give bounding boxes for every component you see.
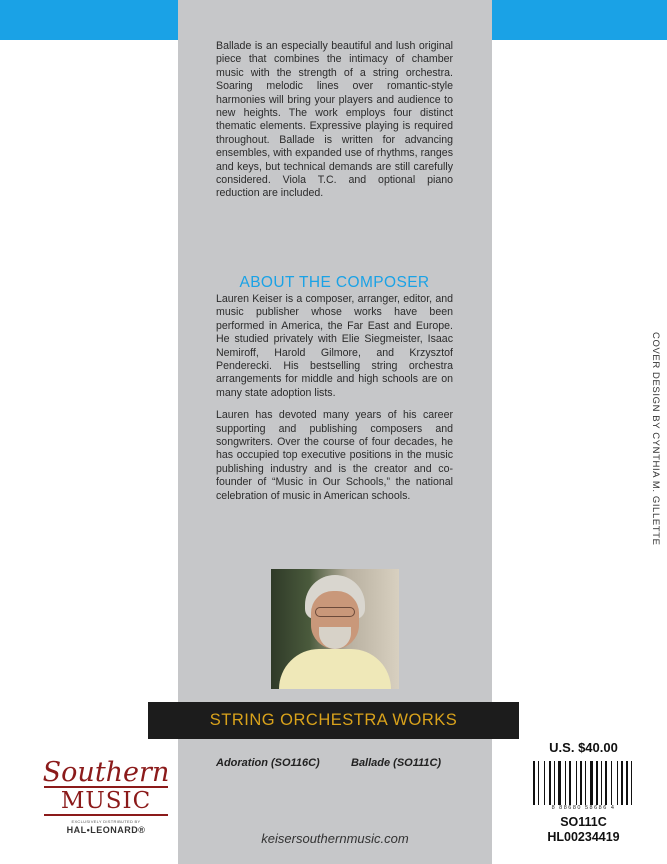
barcode-number: 8 88680 58686 4 xyxy=(521,805,646,811)
barcode-bar xyxy=(576,761,577,805)
barcode-bar xyxy=(554,761,555,805)
barcode-bar xyxy=(601,761,602,805)
barcode-bar xyxy=(621,761,623,805)
barcode-bar xyxy=(565,761,566,805)
barcode-bar xyxy=(533,761,535,805)
composer-photo xyxy=(271,569,399,689)
bio-paragraph-1: Lauren Keiser is a composer, arranger, editor, and music publisher whose works have been performed in America, the Far East and Europe. He studied privately with Elie Siegmeister, Isaac Nemiroff, Harold Gilmore, and Krzysztof Penderecki. His bestselling string orchestra arrangements for middle and high schools are on many state adoption lists. xyxy=(216,293,453,399)
product-code: SO111C xyxy=(560,815,607,829)
barcode-bar xyxy=(596,761,598,805)
hal-leonard-code: HL00234419 xyxy=(547,830,620,844)
price-label: U.S. $40.00 xyxy=(549,740,618,755)
work-item-ballade: Ballade (SO111C) xyxy=(351,757,442,769)
description-paragraph: Ballade is an especially beautiful and lush original piece that combines the intimacy of chamber music with the strength of a string orchestra. Soaring melodic lines over romantic-style harmonies will bring your players and audience to new heights. The work employs four distinct thematic elements. Expressive playing is required throughout. Ballade is written for advancing ensembles, with expanded use of rhythms, ranges and keys, but technical demands are still carefully considered. Viola T.C. and optional piano reduction are included. xyxy=(216,40,453,200)
work-item-adoration: Adoration (SO116C) xyxy=(216,757,320,769)
barcode-bar xyxy=(569,761,571,805)
barcode-bars xyxy=(529,761,639,805)
barcode-bar xyxy=(538,761,539,805)
composer-bio xyxy=(216,293,453,512)
barcode-bar xyxy=(626,761,628,805)
cover-design-credit: COVER DESIGN BY CYNTHIA M. GILLETTE xyxy=(650,332,661,546)
logo-distributor: HAL•LEONARD® xyxy=(66,825,146,835)
barcode-bar xyxy=(611,761,612,805)
barcode-bar xyxy=(605,761,607,805)
barcode-bar xyxy=(585,761,586,805)
photo-glasses xyxy=(315,607,355,617)
bio-paragraph-2: Lauren has devoted many years of his career supporting and publishing composers and songwriters. Over the course of four decades, he has occupied top executive positions in the music publishing industry and is the creator and co-founder of “Music in Our Schools,” the national celebration of music in American schools. xyxy=(216,409,453,502)
website-link[interactable]: keisersouthernmusic.com xyxy=(261,831,409,846)
piece-description xyxy=(216,40,453,210)
barcode-bar xyxy=(558,761,561,805)
logo-script-text: Southern xyxy=(42,757,170,788)
series-banner: STRING ORCHESTRA WORKS xyxy=(148,702,519,739)
barcode-bar xyxy=(580,761,582,805)
barcode-bar xyxy=(590,761,593,805)
barcode-bar xyxy=(631,761,632,805)
photo-shirt xyxy=(279,649,391,689)
logo-music-text: MUSIC xyxy=(44,786,168,816)
logo-distributor-line: EXCLUSIVELY DISTRIBUTED BY xyxy=(71,819,141,824)
about-composer-heading: ABOUT THE COMPOSER xyxy=(239,274,430,291)
barcode-bar xyxy=(549,761,551,805)
barcode-bar xyxy=(544,761,545,805)
barcode-bar xyxy=(617,761,618,805)
southern-music-logo xyxy=(40,758,172,850)
barcode xyxy=(521,761,646,811)
